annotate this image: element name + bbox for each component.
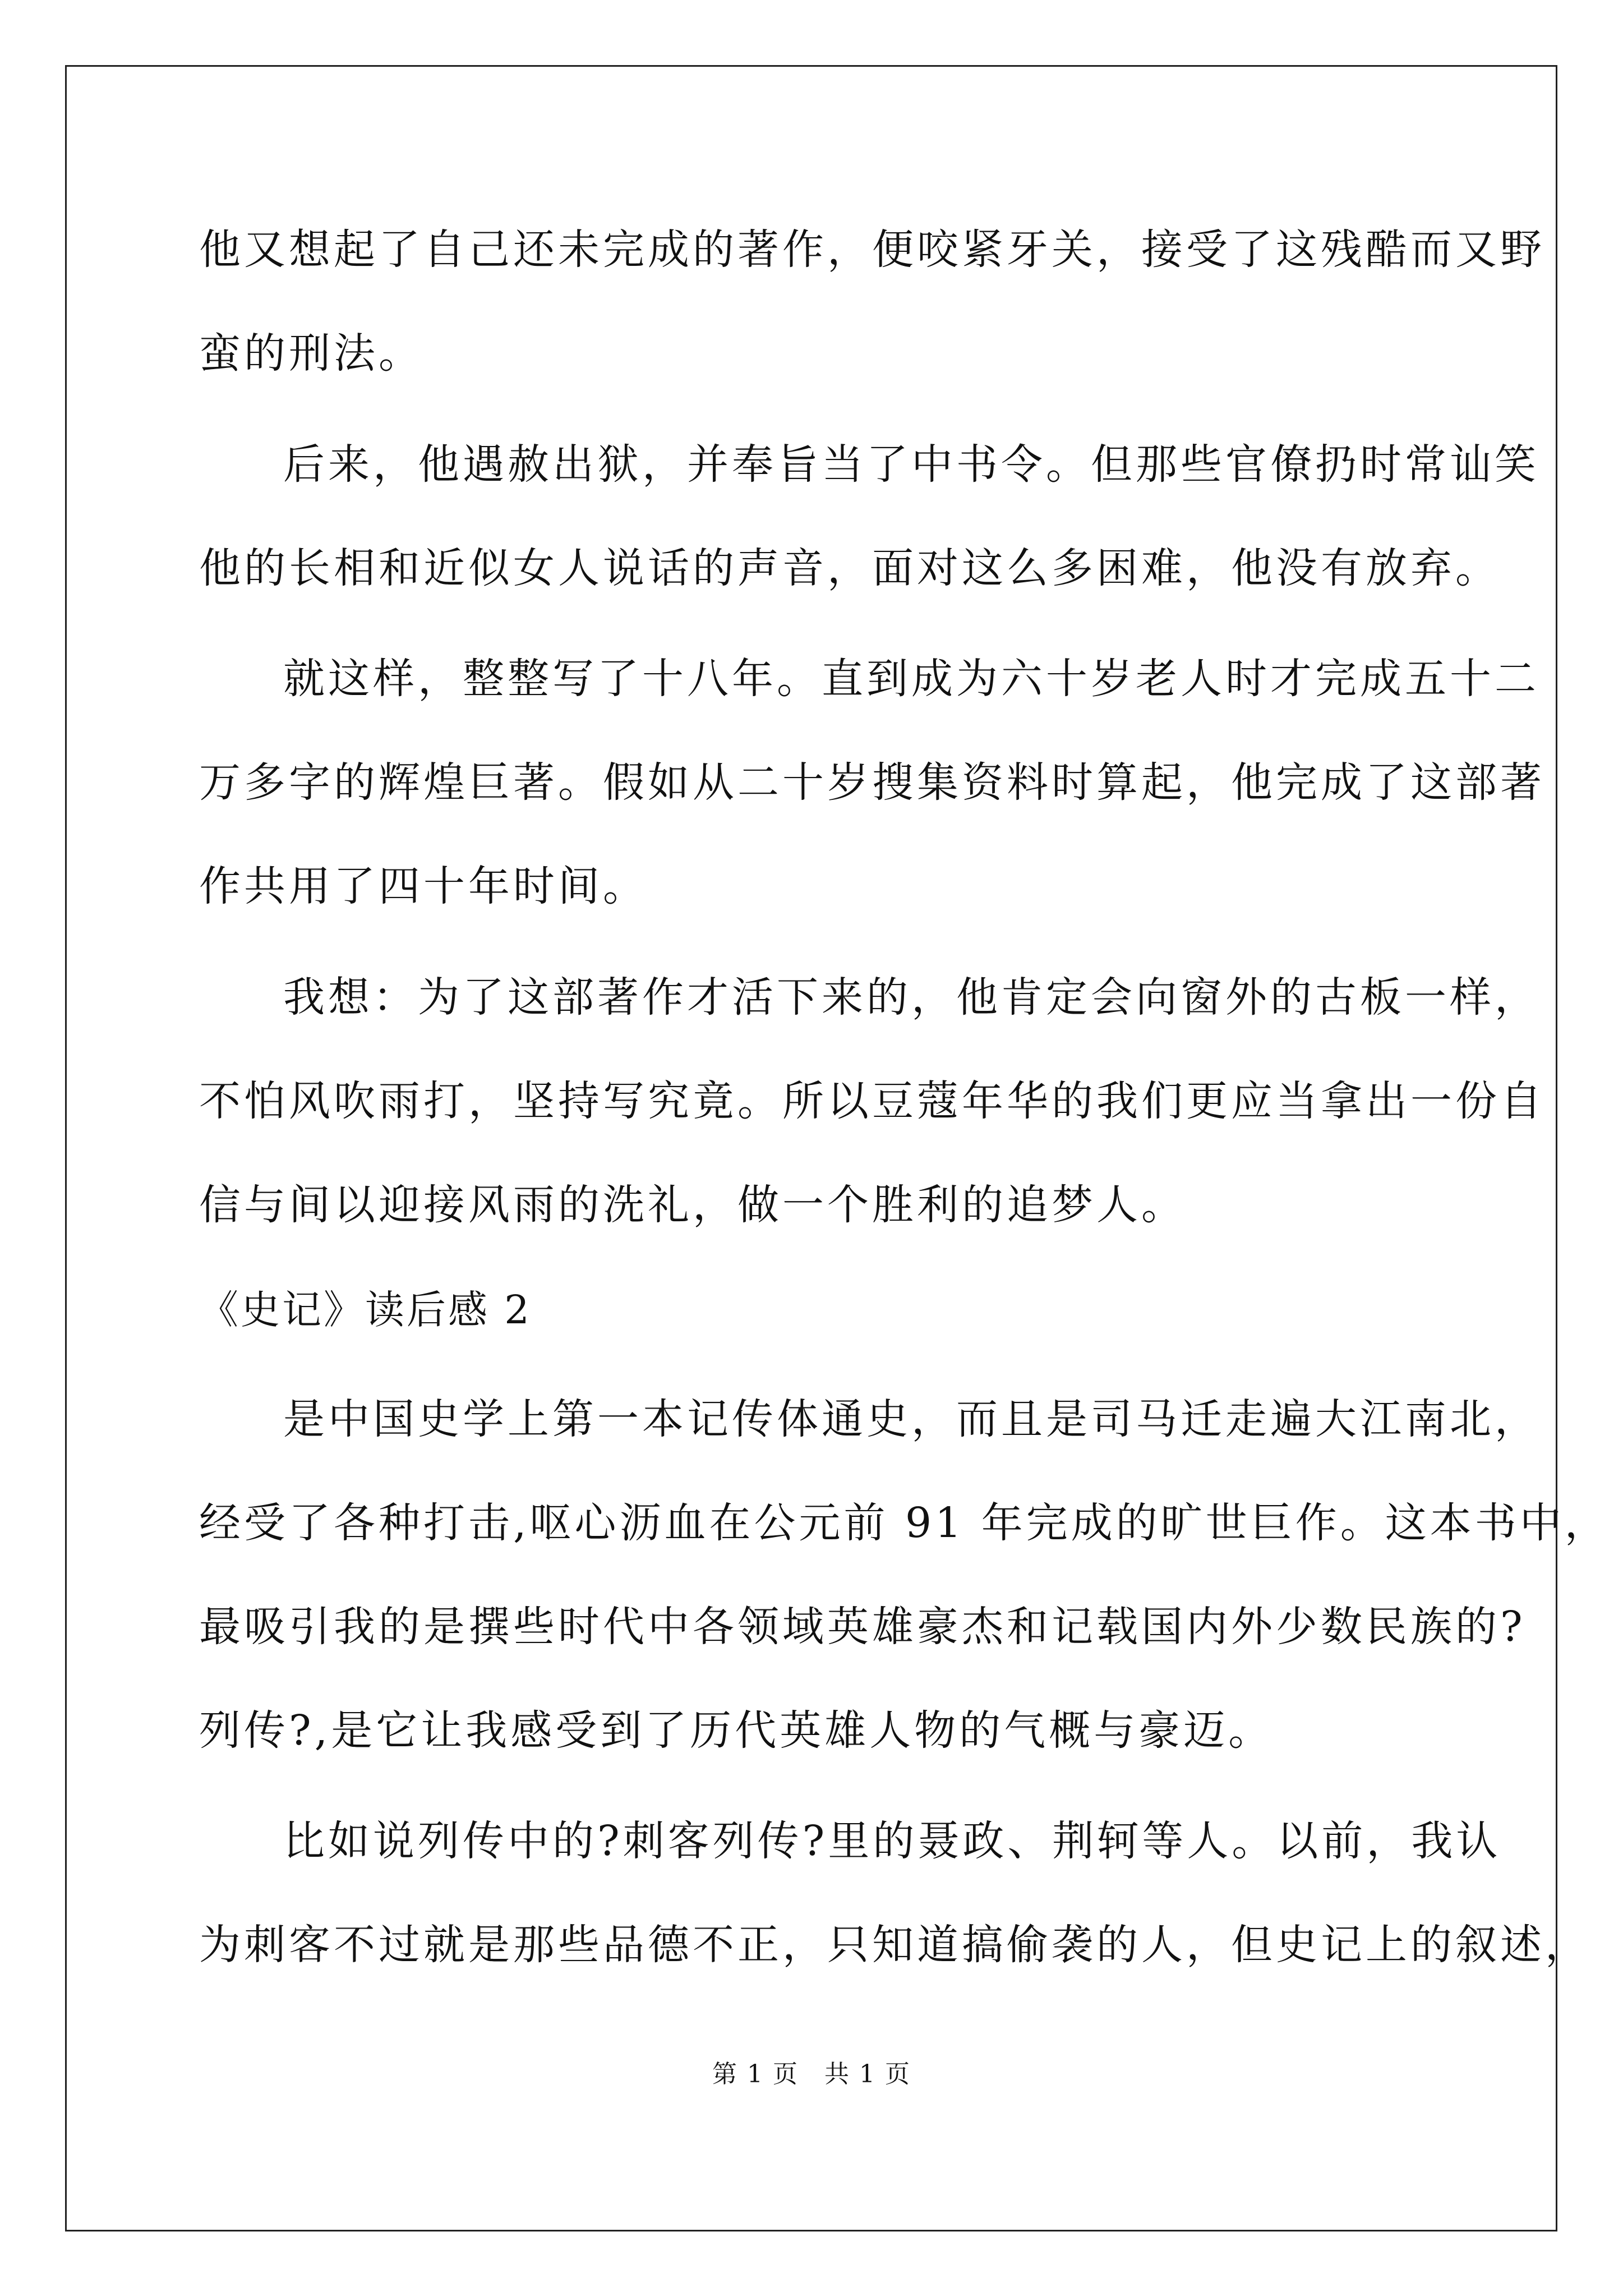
body-text-line: 比如说列传中的?刺客列传?里的聂政、荆轲等人。以前，我认 (283, 1817, 1501, 1865)
body-text-line: 蛮的刑法。 (199, 329, 423, 378)
body-text-line: 经受了各种打击,呕心沥血在公元前 91 年完成的旷世巨作。这本书中， (199, 1499, 1610, 1547)
body-text-line: 后来，他遇赦出狱，并奉旨当了中书令。但那些官僚扔时常讪笑 (283, 440, 1539, 489)
page-border (65, 65, 1557, 2231)
body-text-line: 就这样，整整写了十八年。直到成为六十岁老人时才完成五十二 (283, 655, 1539, 703)
body-text-line: 列传?,是它让我感受到了历代英雄人物的气概与豪迈。 (199, 1706, 1274, 1755)
body-text-line: 信与间以迎接风雨的洗礼，做一个胜利的追梦人。 (199, 1181, 1186, 1229)
body-text-line: 他又想起了自己还未完成的著作，便咬紧牙关，接受了这残酷而又野 (199, 226, 1545, 274)
body-text-line: 万多字的辉煌巨著。假如从二十岁搜集资料时算起，他完成了这部著 (199, 758, 1545, 807)
section-heading: 《史记》读后感 2 (199, 1287, 532, 1333)
body-text-line: 不怕风吹雨打，坚持写究竟。所以豆蔻年华的我们更应当拿出一份自 (199, 1077, 1545, 1125)
body-text-line: 他的长相和近似女人说话的声音，面对这么多困难，他没有放弃。 (199, 544, 1500, 592)
body-text-line: 为刺客不过就是那些品德不正，只知道搞偷袭的人，但史记上的叙述， (199, 1921, 1590, 1969)
body-text-line: 是中国史学上第一本记传体通史，而且是司马迁走遍大江南北， (283, 1395, 1539, 1443)
page-number-footer: 第 1 页 共 1 页 (712, 2060, 911, 2088)
body-text-line: 我想：为了这部著作才活下来的，他肯定会向窗外的古板一样， (283, 973, 1539, 1022)
body-text-line: 最吸引我的是撰些时代中各领域英雄豪杰和记载国内外少数民族的? (199, 1603, 1526, 1651)
body-text-line: 作共用了四十年时间。 (199, 862, 648, 910)
